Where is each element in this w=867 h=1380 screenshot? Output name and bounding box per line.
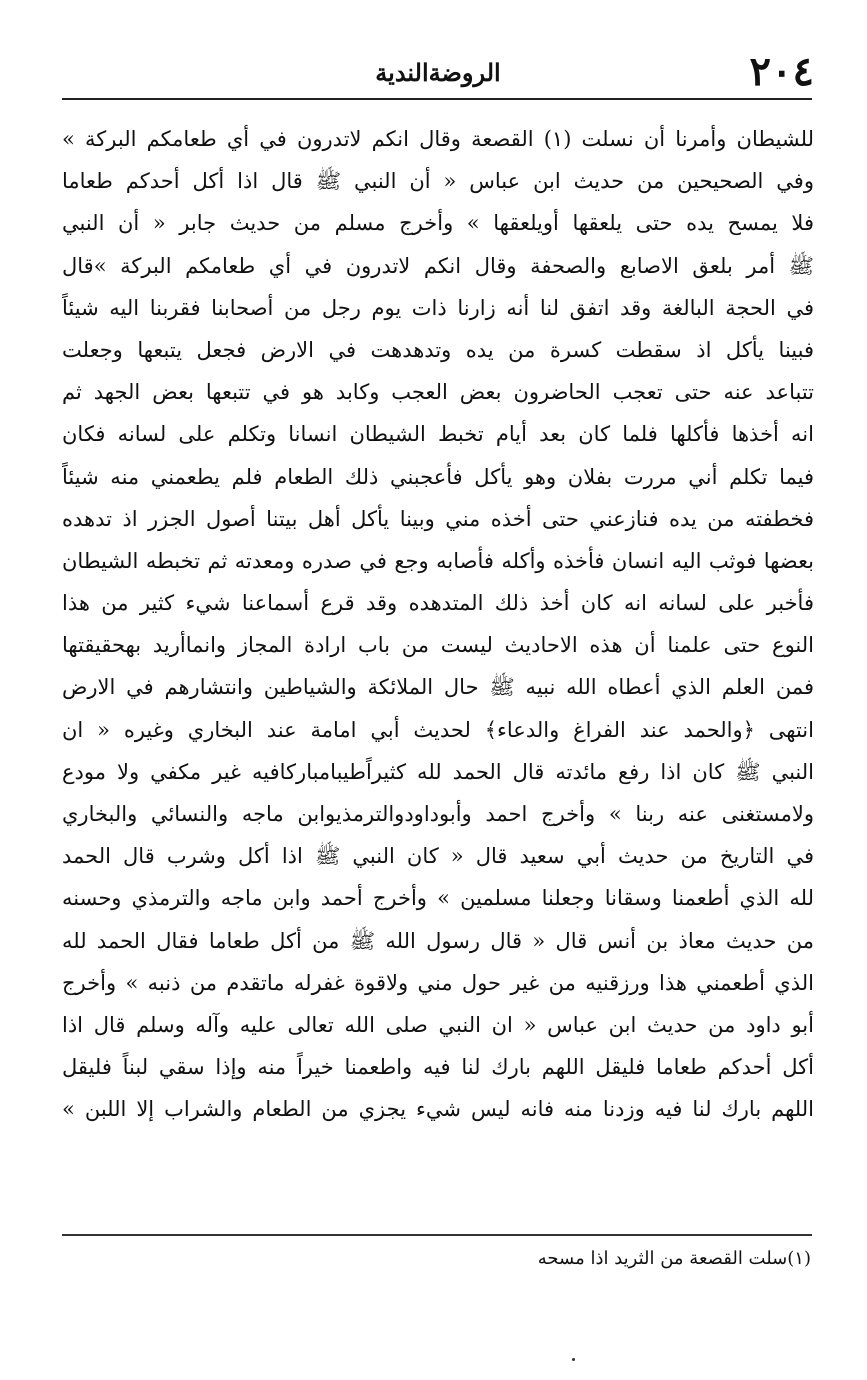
footnote: (١)سلت القصعة من الثريد اذا مسحه [537,1248,811,1269]
text-line: أكل أحدكم طعاما فليقل اللهم بارك لنا فيه واطعمنا خيراً منه وإذا سقي لبناً فليقل [62,1055,814,1080]
text-line: ولامستغنى عنه ربنا » وأخرج احمد وأبوداودوالترمذيوابن ماجه والنسائي والبخاري [62,802,814,826]
text-line: لله الذي أطعمنا وسقانا وجعلنا مسلمين » وأخرج أحمد وابن ماجه والترمذي وحسنه [62,886,814,911]
page-header [62,48,814,98]
text-line: انتهى ﴿والحمد عند الفراغ والدعاء﴾ لحديث أبي امامة عند البخاري وغيره « ان [62,717,814,742]
text-line: وفي الصحيحين من حديث ابن عباس « أن النبي ﷺ قال اذا أكل أحدكم طعاما [62,169,814,194]
main-text-block [62,118,814,1131]
text-line: فأخبر على لسانه انه كان أخذ ذلك المتدهده وقد قرع أسماعنا شيء كثير من هذا [62,591,814,616]
text-line: من حديث معاذ بن أنس قال « قال رسول الله ﷺ من أكل طعاما فقال الحمد لله [62,928,814,953]
text-line: فخطفته من يده فنازعني حتى أخذه مني وبينا يأكل أهل بيتنا أصول الجزر اذ تدهده [62,506,814,531]
text-line: بعضها فوثب اليه انسان فأخذه وأكله فأصابه وجع في صدره ومعدته ثم تخبطه الشيطان [62,548,814,573]
text-line: فبينا يأكل اذ سقطت كسرة من يده وتدهدهت في الارض فجعل يتبعها وجعلت [62,337,814,362]
running-title: الروضةالندية [375,58,501,87]
text-line: اللهم بارك لنا فيه وزدنا منه فانه ليس شيء يجزي من الطعام والشراب إلا اللبن » [62,1097,814,1122]
text-line: انه أخذها فأكلها فلما كان بعد أيام تخبط الشيطان انسانا وتكلم على لسانه فكان [62,422,814,447]
text-line: تتباعد عنه حتى تعجب الحاضرون بعض العجب وكابد هو في تتبعها بعض الجهد ثم [62,380,814,405]
text-line: النوع حتى علمنا أن هذه الاحاديث ليست من باب ارادة المجاز وانماأريد بهحقيقتها [62,633,814,658]
text-line: للشيطان وأمرنا أن نسلت (١) القصعة وقال انكم لاتدرون في أي طعامكم البركة » [62,127,814,151]
text-line: فيما تكلم أني مررت بفلان وهو يأكل فأعجبني ذلك الطعام فلم يطعمني منه شيئاً [62,464,814,489]
print-speck [572,1358,575,1361]
text-line: أبو داود من حديث ابن عباس « ان النبي صلى الله تعالى عليه وآله وسلم قال اذا [62,1012,814,1037]
text-line: النبي ﷺ كان اذا رفع مائدته قال الحمد لله كثيراًطيبامباركافيه غير مكفي ولا مودع [62,759,814,784]
text-line: في التاريخ من حديث أبي سعيد قال « كان النبي ﷺ اذا أكل وشرب قال الحمد [62,844,814,869]
text-line: فلا يمسح يده حتى يلعقها أويلعقها » وأخرج مسلم من حديث جابر « أن النبي [62,211,814,236]
text-line: في الحجة البالغة وقد اتفق لنا أنه زارنا ذات يوم رجل من أصحابنا فقربنا اليه شيئاً [62,295,814,320]
header-divider [62,98,812,100]
footnote-divider [62,1234,812,1236]
text-line: الذي أطعمني هذا ورزقنيه من غير حول مني ولاقوة غفرله ماتقدم من ذنبه » وأخرج [62,970,814,995]
text-line: فمن العلم الذي أعطاه الله نبيه ﷺ حال الملائكة والشياطين وانتشارهم في الارض [62,675,814,700]
text-line: ﷺ أمر بلعق الاصابع والصحفة وقال انكم لاتدرون في أي طعامكم البركة »قال [62,253,814,278]
page-number: ٢٠٤ [749,48,814,95]
